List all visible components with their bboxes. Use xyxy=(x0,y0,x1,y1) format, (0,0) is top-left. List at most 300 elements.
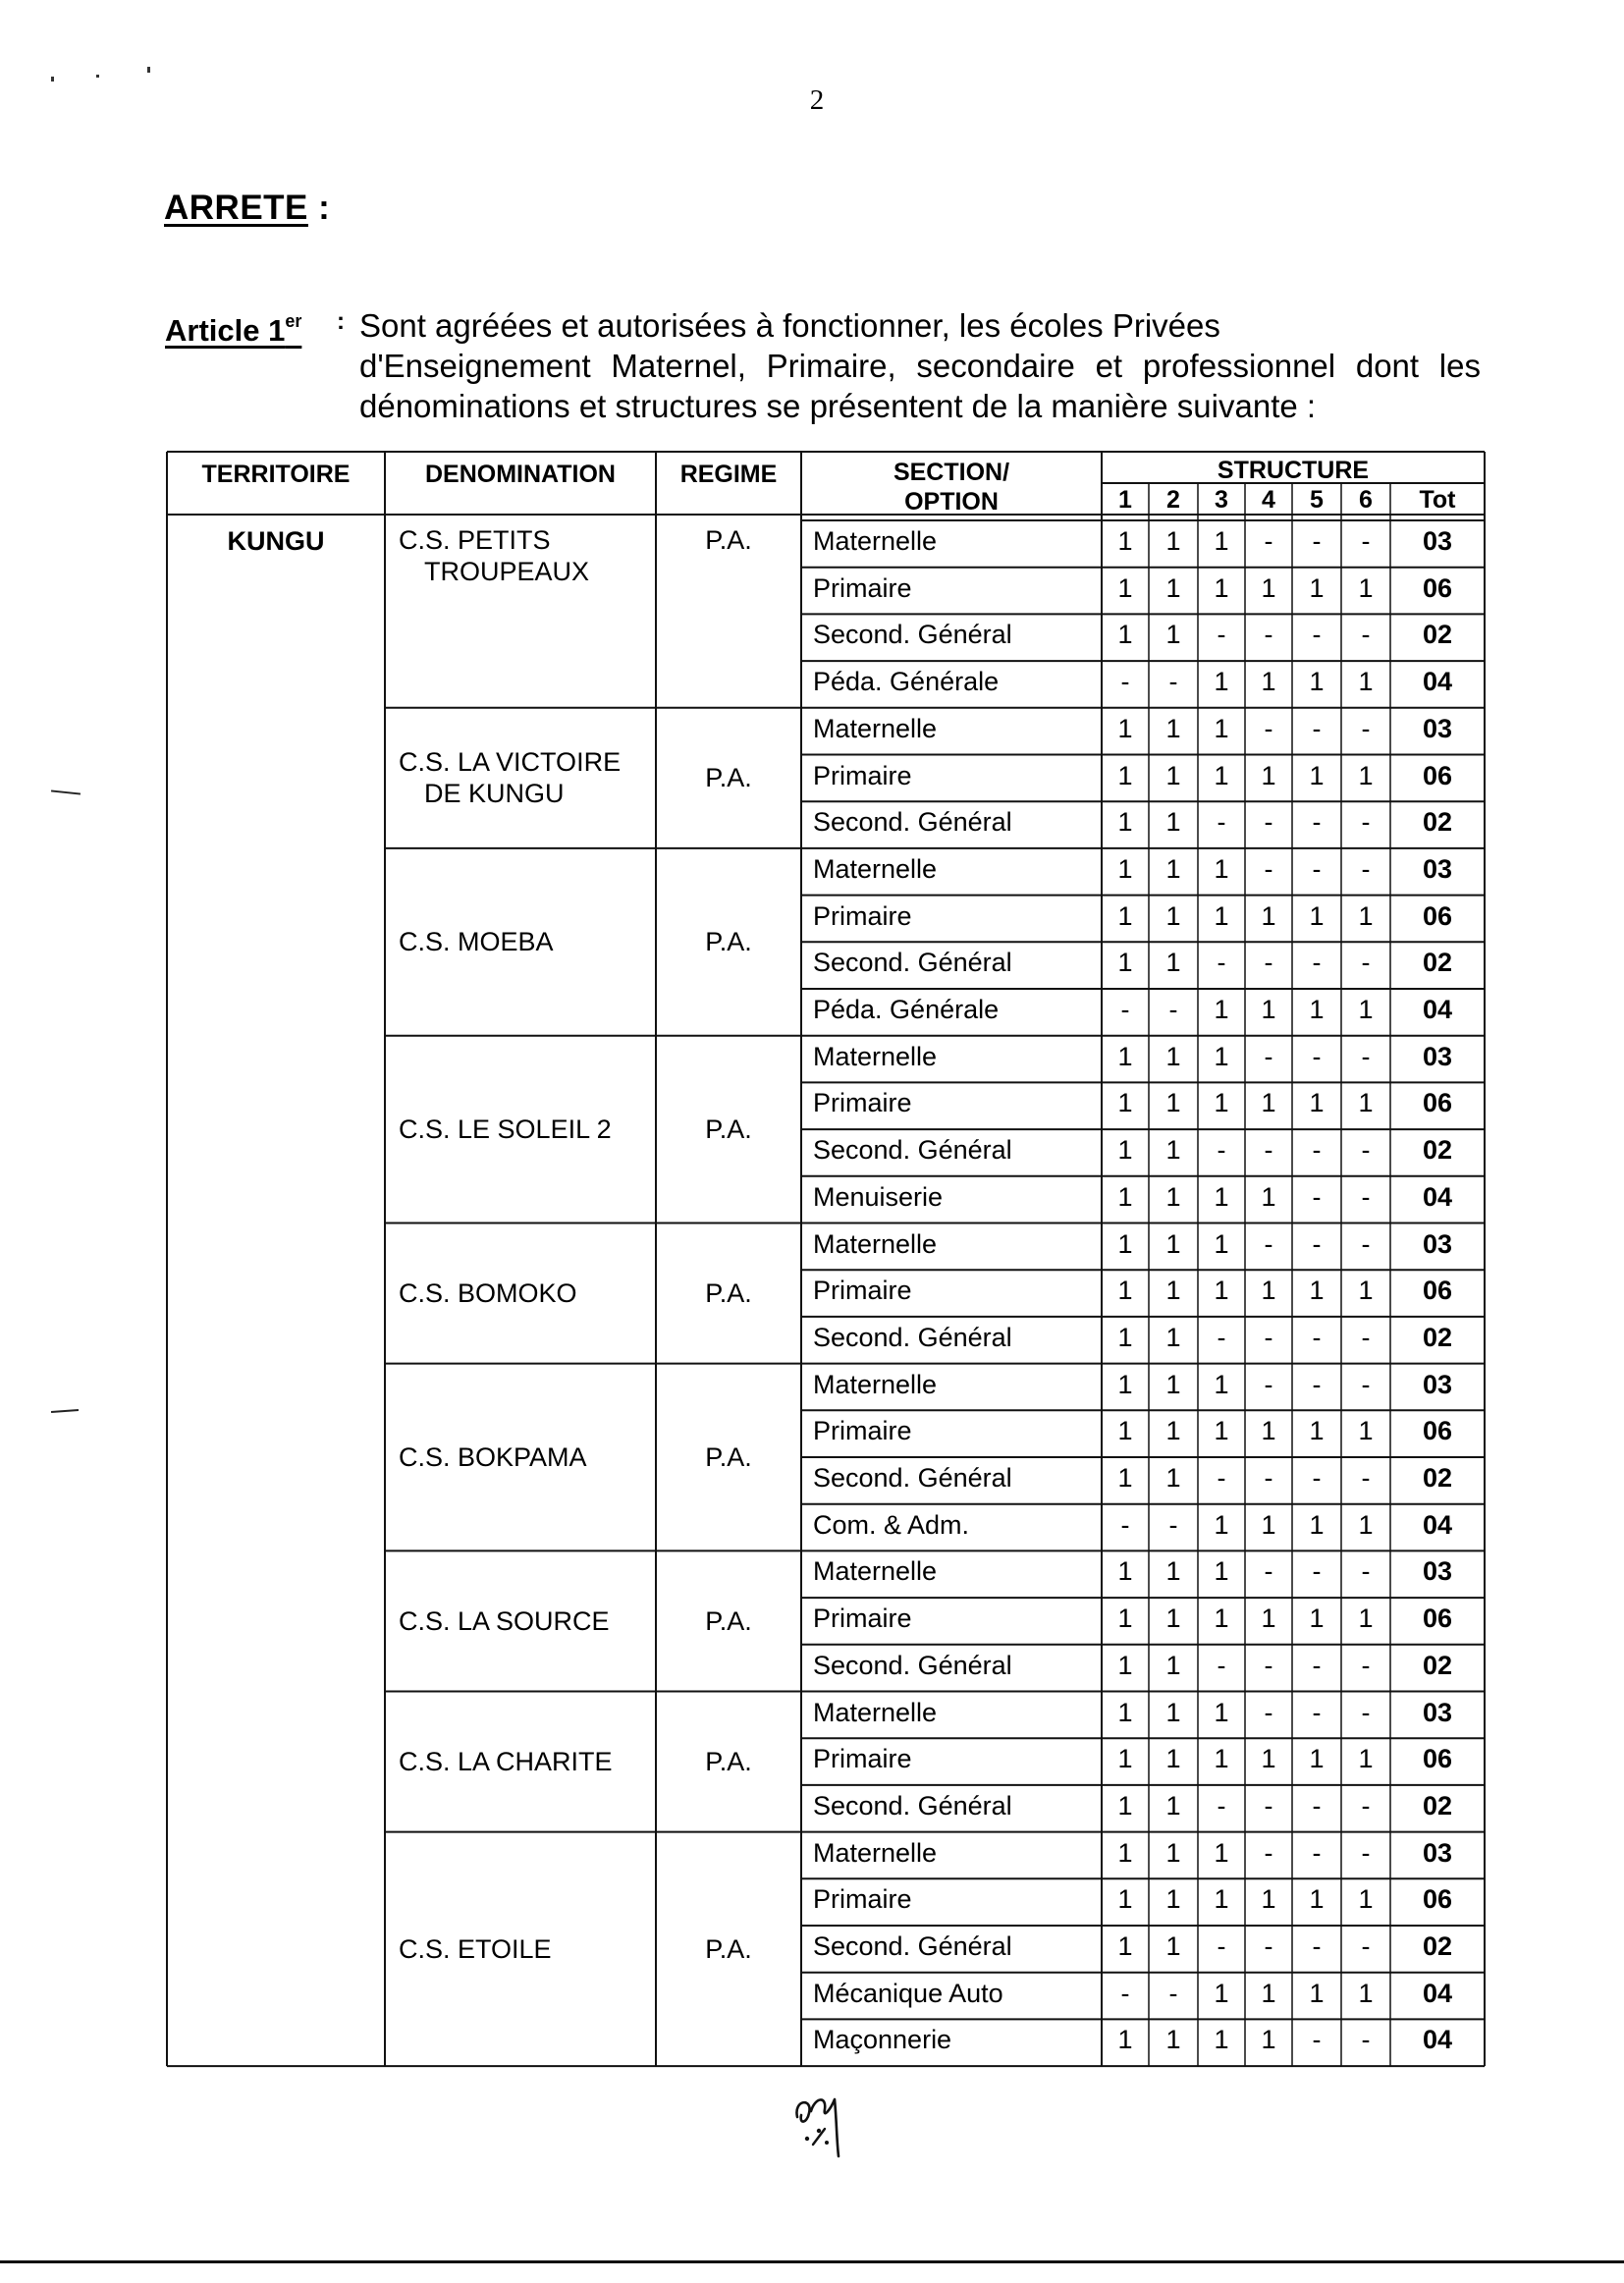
school-name xyxy=(399,926,650,957)
grade-value: - xyxy=(1361,948,1371,978)
section-total: 03 xyxy=(1422,713,1453,743)
grade-value: 1 xyxy=(1358,900,1374,931)
grade-value: 1 xyxy=(1214,1228,1229,1259)
grade-value: 1 xyxy=(1358,760,1374,790)
section-option: Maçonnerie xyxy=(813,2025,952,2055)
article-label-superscript: er xyxy=(285,311,302,331)
grade-value: 1 xyxy=(1117,1088,1133,1118)
grade-value: 1 xyxy=(1165,572,1181,603)
grade-value: - xyxy=(1312,807,1322,838)
grade-value: - xyxy=(1361,1931,1371,1961)
grade-value: 1 xyxy=(1261,900,1276,931)
school-name-line: DE KUNGU xyxy=(424,779,565,809)
grade-value: 1 xyxy=(1165,1604,1181,1634)
section-total: 04 xyxy=(1422,1509,1453,1540)
grade-value: - xyxy=(1120,995,1130,1024)
grade-value: - xyxy=(1264,1790,1273,1821)
section-total: 06 xyxy=(1422,1604,1453,1634)
grade-value: 1 xyxy=(1309,1604,1325,1634)
grade-value: - xyxy=(1217,1790,1226,1821)
section-option: Second. Général xyxy=(813,1931,1012,1961)
grade-value: 1 xyxy=(1214,1556,1229,1587)
grade-value: 1 xyxy=(1165,1369,1181,1399)
grade-value: - xyxy=(1312,1837,1322,1868)
grade-value: - xyxy=(1312,948,1322,978)
section-option: Mécanique Auto xyxy=(813,1978,1003,2008)
section-total: 06 xyxy=(1422,1276,1453,1306)
grade-value: 1 xyxy=(1261,1276,1276,1306)
article-label-text: Article 1 xyxy=(165,313,286,348)
grade-value: 1 xyxy=(1309,1509,1325,1540)
grade-value: - xyxy=(1361,1041,1371,1071)
section-total: 03 xyxy=(1422,1837,1453,1868)
section-total: 04 xyxy=(1422,1181,1453,1212)
section-total: 02 xyxy=(1422,1135,1453,1166)
section-total: 02 xyxy=(1422,620,1453,650)
grade-value: 1 xyxy=(1165,526,1181,556)
grade-value: - xyxy=(1361,853,1371,884)
grade-value: 1 xyxy=(1214,2025,1229,2055)
grade-value: 1 xyxy=(1117,853,1133,884)
school-name xyxy=(399,1277,650,1309)
section-option: Primaire xyxy=(813,1416,912,1446)
school-name xyxy=(399,1114,650,1145)
grade-value: 1 xyxy=(1117,1463,1133,1493)
section-option: Maternelle xyxy=(813,526,938,556)
school-name-line: C.S. LA SOURCE xyxy=(399,1605,610,1636)
grade-value: 1 xyxy=(1117,948,1133,978)
school-name xyxy=(399,1605,650,1637)
section-total: 06 xyxy=(1422,900,1453,931)
grade-value: 1 xyxy=(1358,1744,1374,1774)
grade-value: - xyxy=(1264,713,1273,743)
section-total: 03 xyxy=(1422,1228,1453,1259)
section-total: 03 xyxy=(1422,526,1453,556)
grade-value: - xyxy=(1217,1463,1226,1493)
grade-value: - xyxy=(1217,620,1226,650)
grade-value: 1 xyxy=(1117,1884,1133,1915)
grade-value: - xyxy=(1361,1322,1371,1352)
school-name-line: C.S. LE SOLEIL 2 xyxy=(399,1114,612,1145)
grade-value: 1 xyxy=(1358,572,1374,603)
grade-value: 1 xyxy=(1165,713,1181,743)
grade-value: - xyxy=(1361,526,1371,556)
grade-value: 1 xyxy=(1261,1978,1276,2008)
grade-value: 1 xyxy=(1165,1744,1181,1774)
grade-value: 1 xyxy=(1117,1416,1133,1446)
grade-value: 1 xyxy=(1261,572,1276,603)
section-option: Maternelle xyxy=(813,1837,938,1868)
grade-value: 1 xyxy=(1165,1135,1181,1166)
grade-value: 1 xyxy=(1165,1463,1181,1493)
grade-value: 1 xyxy=(1117,807,1133,838)
grade-value: - xyxy=(1312,853,1322,884)
grade-value: - xyxy=(1217,807,1226,838)
section-option: Primaire xyxy=(813,760,912,790)
grade-value: - xyxy=(1264,1837,1273,1868)
grade-value: - xyxy=(1361,807,1371,838)
grade-value: 1 xyxy=(1214,1416,1229,1446)
grade-value: 1 xyxy=(1165,1228,1181,1259)
grade-value: 1 xyxy=(1214,1604,1229,1634)
grade-value: 1 xyxy=(1309,1416,1325,1446)
grade-value: 1 xyxy=(1261,667,1276,697)
section-total: 02 xyxy=(1422,1790,1453,1821)
grade-value: 1 xyxy=(1165,900,1181,931)
grade-value: - xyxy=(1361,1790,1371,1821)
school-name xyxy=(399,1441,650,1473)
grade-value: - xyxy=(1264,1228,1273,1259)
grade-value: 1 xyxy=(1261,1509,1276,1540)
grade-value: - xyxy=(1361,713,1371,743)
section-total: 06 xyxy=(1422,1884,1453,1915)
grade-value: 1 xyxy=(1165,1322,1181,1352)
grade-value: - xyxy=(1361,1697,1371,1727)
grade-value: - xyxy=(1120,667,1130,697)
grade-value: - xyxy=(1168,995,1178,1024)
school-name-line: C.S. ETOILE xyxy=(399,1933,552,1964)
header-section-option xyxy=(801,458,1102,518)
grade-value: 1 xyxy=(1165,1790,1181,1821)
section-option: Maternelle xyxy=(813,1556,938,1587)
section-option: Primaire xyxy=(813,1744,912,1774)
grade-value: 1 xyxy=(1165,2025,1181,2055)
section-option: Second. Général xyxy=(813,1135,1012,1166)
section-option: Second. Général xyxy=(813,620,1012,650)
school-name xyxy=(399,746,650,809)
grade-value: 1 xyxy=(1358,1088,1374,1118)
grade-value: 1 xyxy=(1309,667,1325,697)
grade-value: 1 xyxy=(1117,1744,1133,1774)
grade-value: 1 xyxy=(1358,1509,1374,1540)
section-option: Primaire xyxy=(813,1884,912,1915)
school-regime: P.A. xyxy=(705,1278,752,1309)
section-total: 03 xyxy=(1422,1041,1453,1071)
grade-value: 1 xyxy=(1214,1837,1229,1868)
grade-value: - xyxy=(1120,1509,1130,1540)
grade-value: 1 xyxy=(1261,1884,1276,1915)
grade-value: - xyxy=(1217,1931,1226,1961)
section-total: 03 xyxy=(1422,853,1453,884)
school-regime: P.A. xyxy=(705,1933,752,1964)
grade-value: - xyxy=(1312,713,1322,743)
school-regime: P.A. xyxy=(705,1605,752,1636)
section-total: 02 xyxy=(1422,1931,1453,1961)
grade-value: 1 xyxy=(1261,760,1276,790)
section-option: Menuiserie xyxy=(813,1181,944,1212)
grade-value: 1 xyxy=(1117,1790,1133,1821)
grade-value: 1 xyxy=(1117,1369,1133,1399)
grade-value: 1 xyxy=(1117,1228,1133,1259)
grade-value: 1 xyxy=(1309,1978,1325,2008)
grade-value: - xyxy=(1264,853,1273,884)
school-regime: P.A. xyxy=(705,763,752,793)
grade-value: - xyxy=(1168,1978,1178,2008)
grade-value: - xyxy=(1264,1135,1273,1166)
grade-value: 1 xyxy=(1214,853,1229,884)
grade-value: - xyxy=(1361,2025,1371,2055)
section-total: 03 xyxy=(1422,1369,1453,1399)
school-regime: P.A. xyxy=(705,1747,752,1777)
grade-value: 1 xyxy=(1358,995,1374,1024)
grade-value: 1 xyxy=(1117,572,1133,603)
grade-value: 1 xyxy=(1165,620,1181,650)
grade-value: 1 xyxy=(1358,1884,1374,1915)
section-option: Péda. Générale xyxy=(813,995,1000,1024)
grade-value: - xyxy=(1168,667,1178,697)
section-total: 06 xyxy=(1422,760,1453,790)
grade-value: - xyxy=(1312,1322,1322,1352)
section-total: 02 xyxy=(1422,1650,1453,1680)
grade-value: - xyxy=(1361,620,1371,650)
school-name xyxy=(399,1933,650,1965)
grade-value: - xyxy=(1312,1931,1322,1961)
section-option: Second. Général xyxy=(813,1790,1012,1821)
grade-value: - xyxy=(1264,1322,1273,1352)
grade-value: 1 xyxy=(1309,1744,1325,1774)
grade-value: - xyxy=(1217,948,1226,978)
grade-value: 1 xyxy=(1309,995,1325,1024)
section-total: 06 xyxy=(1422,1416,1453,1446)
header-grade-1: 1 xyxy=(1118,486,1132,514)
school-name-line: C.S. PETITS xyxy=(399,525,551,555)
grade-value: 1 xyxy=(1261,1416,1276,1446)
school-name-line: C.S. BOKPAMA xyxy=(399,1442,587,1472)
school-regime: P.A. xyxy=(705,927,752,957)
grade-value: 1 xyxy=(1309,1276,1325,1306)
grade-value: 1 xyxy=(1214,713,1229,743)
section-option: Primaire xyxy=(813,900,912,931)
grade-value: - xyxy=(1361,1837,1371,1868)
grade-value: 1 xyxy=(1309,760,1325,790)
grade-value: - xyxy=(1264,526,1273,556)
section-total: 04 xyxy=(1422,995,1453,1024)
header-grade-5: 5 xyxy=(1310,486,1324,514)
grade-value: 1 xyxy=(1261,995,1276,1024)
grade-value: - xyxy=(1312,1790,1322,1821)
section-option: Second. Général xyxy=(813,1463,1012,1493)
grade-value: 1 xyxy=(1261,1744,1276,1774)
grade-value: 1 xyxy=(1117,1181,1133,1212)
header-grade-2: 2 xyxy=(1166,486,1180,514)
grade-value: 1 xyxy=(1165,948,1181,978)
grade-value: 1 xyxy=(1358,1978,1374,2008)
grade-value: - xyxy=(1361,1181,1371,1212)
grade-value: 1 xyxy=(1358,1416,1374,1446)
grade-value: 1 xyxy=(1117,900,1133,931)
school-name-line: C.S. LA CHARITE xyxy=(399,1747,613,1777)
grade-value: 1 xyxy=(1117,1931,1133,1961)
grade-value: 1 xyxy=(1165,760,1181,790)
header-section-line: OPTION xyxy=(904,488,999,516)
article-line: Sont agréées et autorisées à fonctionner, les écoles Privées xyxy=(359,307,1220,344)
grade-value: 1 xyxy=(1165,1697,1181,1727)
grade-value: 1 xyxy=(1309,572,1325,603)
section-option: Second. Général xyxy=(813,1322,1012,1352)
grade-value: 1 xyxy=(1309,1088,1325,1118)
grade-value: - xyxy=(1264,1931,1273,1961)
section-total: 06 xyxy=(1422,1744,1453,1774)
grade-value: 1 xyxy=(1117,1556,1133,1587)
header-grade-4: 4 xyxy=(1262,486,1275,514)
section-total: 06 xyxy=(1422,1088,1453,1118)
grade-value: 1 xyxy=(1117,1604,1133,1634)
grade-value: - xyxy=(1264,948,1273,978)
grade-value: 1 xyxy=(1165,1556,1181,1587)
article-line: d'Enseignement Maternel, Primaire, secondaire et professionnel dont les xyxy=(359,348,1481,384)
section-total: 02 xyxy=(1422,948,1453,978)
section-total: 04 xyxy=(1422,2025,1453,2055)
grade-value: 1 xyxy=(1117,526,1133,556)
grade-value: 1 xyxy=(1165,1650,1181,1680)
grade-value: - xyxy=(1168,1509,1178,1540)
grade-value: - xyxy=(1264,1041,1273,1071)
section-option: Maternelle xyxy=(813,1041,938,1071)
section-option: Second. Général xyxy=(813,807,1012,838)
grade-value: 1 xyxy=(1214,1509,1229,1540)
grade-value: 1 xyxy=(1165,1837,1181,1868)
header-structure: STRUCTURE xyxy=(1217,457,1370,483)
grade-value: 1 xyxy=(1117,1041,1133,1071)
grade-value: 1 xyxy=(1309,900,1325,931)
header-total: Tot xyxy=(1419,486,1456,514)
grade-value: - xyxy=(1217,1650,1226,1680)
grade-value: 1 xyxy=(1214,1181,1229,1212)
grade-value: - xyxy=(1120,1978,1130,2008)
grade-value: 1 xyxy=(1214,1744,1229,1774)
section-total: 03 xyxy=(1422,1556,1453,1587)
header-section-line: SECTION/ xyxy=(893,459,1010,486)
section-option: Primaire xyxy=(813,1604,912,1634)
grade-value: - xyxy=(1264,1369,1273,1399)
grade-value: - xyxy=(1312,2025,1322,2055)
grade-value: - xyxy=(1361,1650,1371,1680)
grade-value: 1 xyxy=(1358,667,1374,697)
grade-value: 1 xyxy=(1214,760,1229,790)
grade-value: - xyxy=(1217,1135,1226,1166)
grade-value: 1 xyxy=(1261,1181,1276,1212)
section-option: Maternelle xyxy=(813,1228,938,1259)
grade-value: 1 xyxy=(1214,995,1229,1024)
grade-value: 1 xyxy=(1117,1650,1133,1680)
grade-value: 1 xyxy=(1117,1837,1133,1868)
page-bottom-rule xyxy=(0,2260,1624,2263)
grade-value: 1 xyxy=(1117,1276,1133,1306)
grade-value: - xyxy=(1312,1041,1322,1071)
header-grade-3: 3 xyxy=(1215,486,1228,514)
grade-value: 1 xyxy=(1214,1088,1229,1118)
grade-value: - xyxy=(1264,1463,1273,1493)
grade-value: - xyxy=(1264,1697,1273,1727)
grade-value: - xyxy=(1361,1135,1371,1166)
section-total: 04 xyxy=(1422,1978,1453,2008)
grade-value: 1 xyxy=(1214,667,1229,697)
grade-value: - xyxy=(1312,1135,1322,1166)
grade-value: 1 xyxy=(1214,1276,1229,1306)
grade-value: - xyxy=(1312,1228,1322,1259)
section-option: Maternelle xyxy=(813,1369,938,1399)
school-name-line: C.S. MOEBA xyxy=(399,927,554,957)
header-grade-6: 6 xyxy=(1359,486,1373,514)
grade-value: 1 xyxy=(1165,1276,1181,1306)
section-option: Maternelle xyxy=(813,713,938,743)
section-option: Primaire xyxy=(813,1276,912,1306)
grade-value: 1 xyxy=(1165,1931,1181,1961)
section-option: Primaire xyxy=(813,1088,912,1118)
grade-value: 1 xyxy=(1165,1884,1181,1915)
school-name-line: TROUPEAUX xyxy=(424,557,590,586)
grade-value: 1 xyxy=(1261,2025,1276,2055)
grade-value: - xyxy=(1312,1181,1322,1212)
grade-value: - xyxy=(1312,620,1322,650)
school-name-line: C.S. BOMOKO xyxy=(399,1278,577,1309)
grade-value: 1 xyxy=(1261,1604,1276,1634)
section-total: 02 xyxy=(1422,807,1453,838)
header-denomination: DENOMINATION xyxy=(425,461,616,488)
grade-value: - xyxy=(1264,620,1273,650)
grade-value: - xyxy=(1312,1463,1322,1493)
grade-value: - xyxy=(1312,1697,1322,1727)
school-name xyxy=(399,524,650,587)
section-option: Second. Général xyxy=(813,948,1012,978)
section-total: 04 xyxy=(1422,667,1453,697)
school-name xyxy=(399,1746,650,1777)
grade-value: 1 xyxy=(1214,1041,1229,1071)
grade-value: 1 xyxy=(1214,1697,1229,1727)
section-total: 02 xyxy=(1422,1463,1453,1493)
section-option: Second. Général xyxy=(813,1650,1012,1680)
grade-value: - xyxy=(1361,1369,1371,1399)
grade-value: 1 xyxy=(1165,1181,1181,1212)
school-regime: P.A. xyxy=(705,1442,752,1472)
section-total: 02 xyxy=(1422,1322,1453,1352)
grade-value: 1 xyxy=(1117,713,1133,743)
section-total: 03 xyxy=(1422,1697,1453,1727)
article-line: dénominations et structures se présentent de la manière suivante : xyxy=(359,388,1317,424)
grade-value: 1 xyxy=(1309,1884,1325,1915)
grade-value: 1 xyxy=(1165,1041,1181,1071)
section-option: Com. & Adm. xyxy=(813,1509,970,1540)
grade-value: 1 xyxy=(1117,1697,1133,1727)
grade-value: 1 xyxy=(1214,1978,1229,2008)
grade-value: 1 xyxy=(1214,1884,1229,1915)
section-option: Primaire xyxy=(813,572,912,603)
grade-value: 1 xyxy=(1214,900,1229,931)
territoire-cell: KUNGU xyxy=(227,526,325,556)
grade-value: - xyxy=(1361,1228,1371,1259)
grade-value: 1 xyxy=(1165,1088,1181,1118)
page-number: 2 xyxy=(809,84,825,116)
grade-value: - xyxy=(1217,1322,1226,1352)
grade-value: - xyxy=(1264,807,1273,838)
header-regime: REGIME xyxy=(679,461,778,488)
grade-value: 1 xyxy=(1165,853,1181,884)
heading-colon: : xyxy=(318,189,331,227)
section-option: Maternelle xyxy=(813,853,938,884)
grade-value: 1 xyxy=(1358,1276,1374,1306)
section-total: 06 xyxy=(1422,572,1453,603)
school-regime: P.A. xyxy=(705,1114,752,1145)
school-name-line: C.S. LA VICTOIRE xyxy=(399,747,622,778)
grade-value: - xyxy=(1312,1650,1322,1680)
grade-value: - xyxy=(1361,1463,1371,1493)
grade-value: 1 xyxy=(1165,1416,1181,1446)
grade-value: 1 xyxy=(1117,1322,1133,1352)
school-regime: P.A. xyxy=(705,525,752,555)
heading-word: ARRETE xyxy=(164,189,308,227)
grade-value: 1 xyxy=(1117,620,1133,650)
header-territoire: TERRITOIRE xyxy=(201,461,351,488)
